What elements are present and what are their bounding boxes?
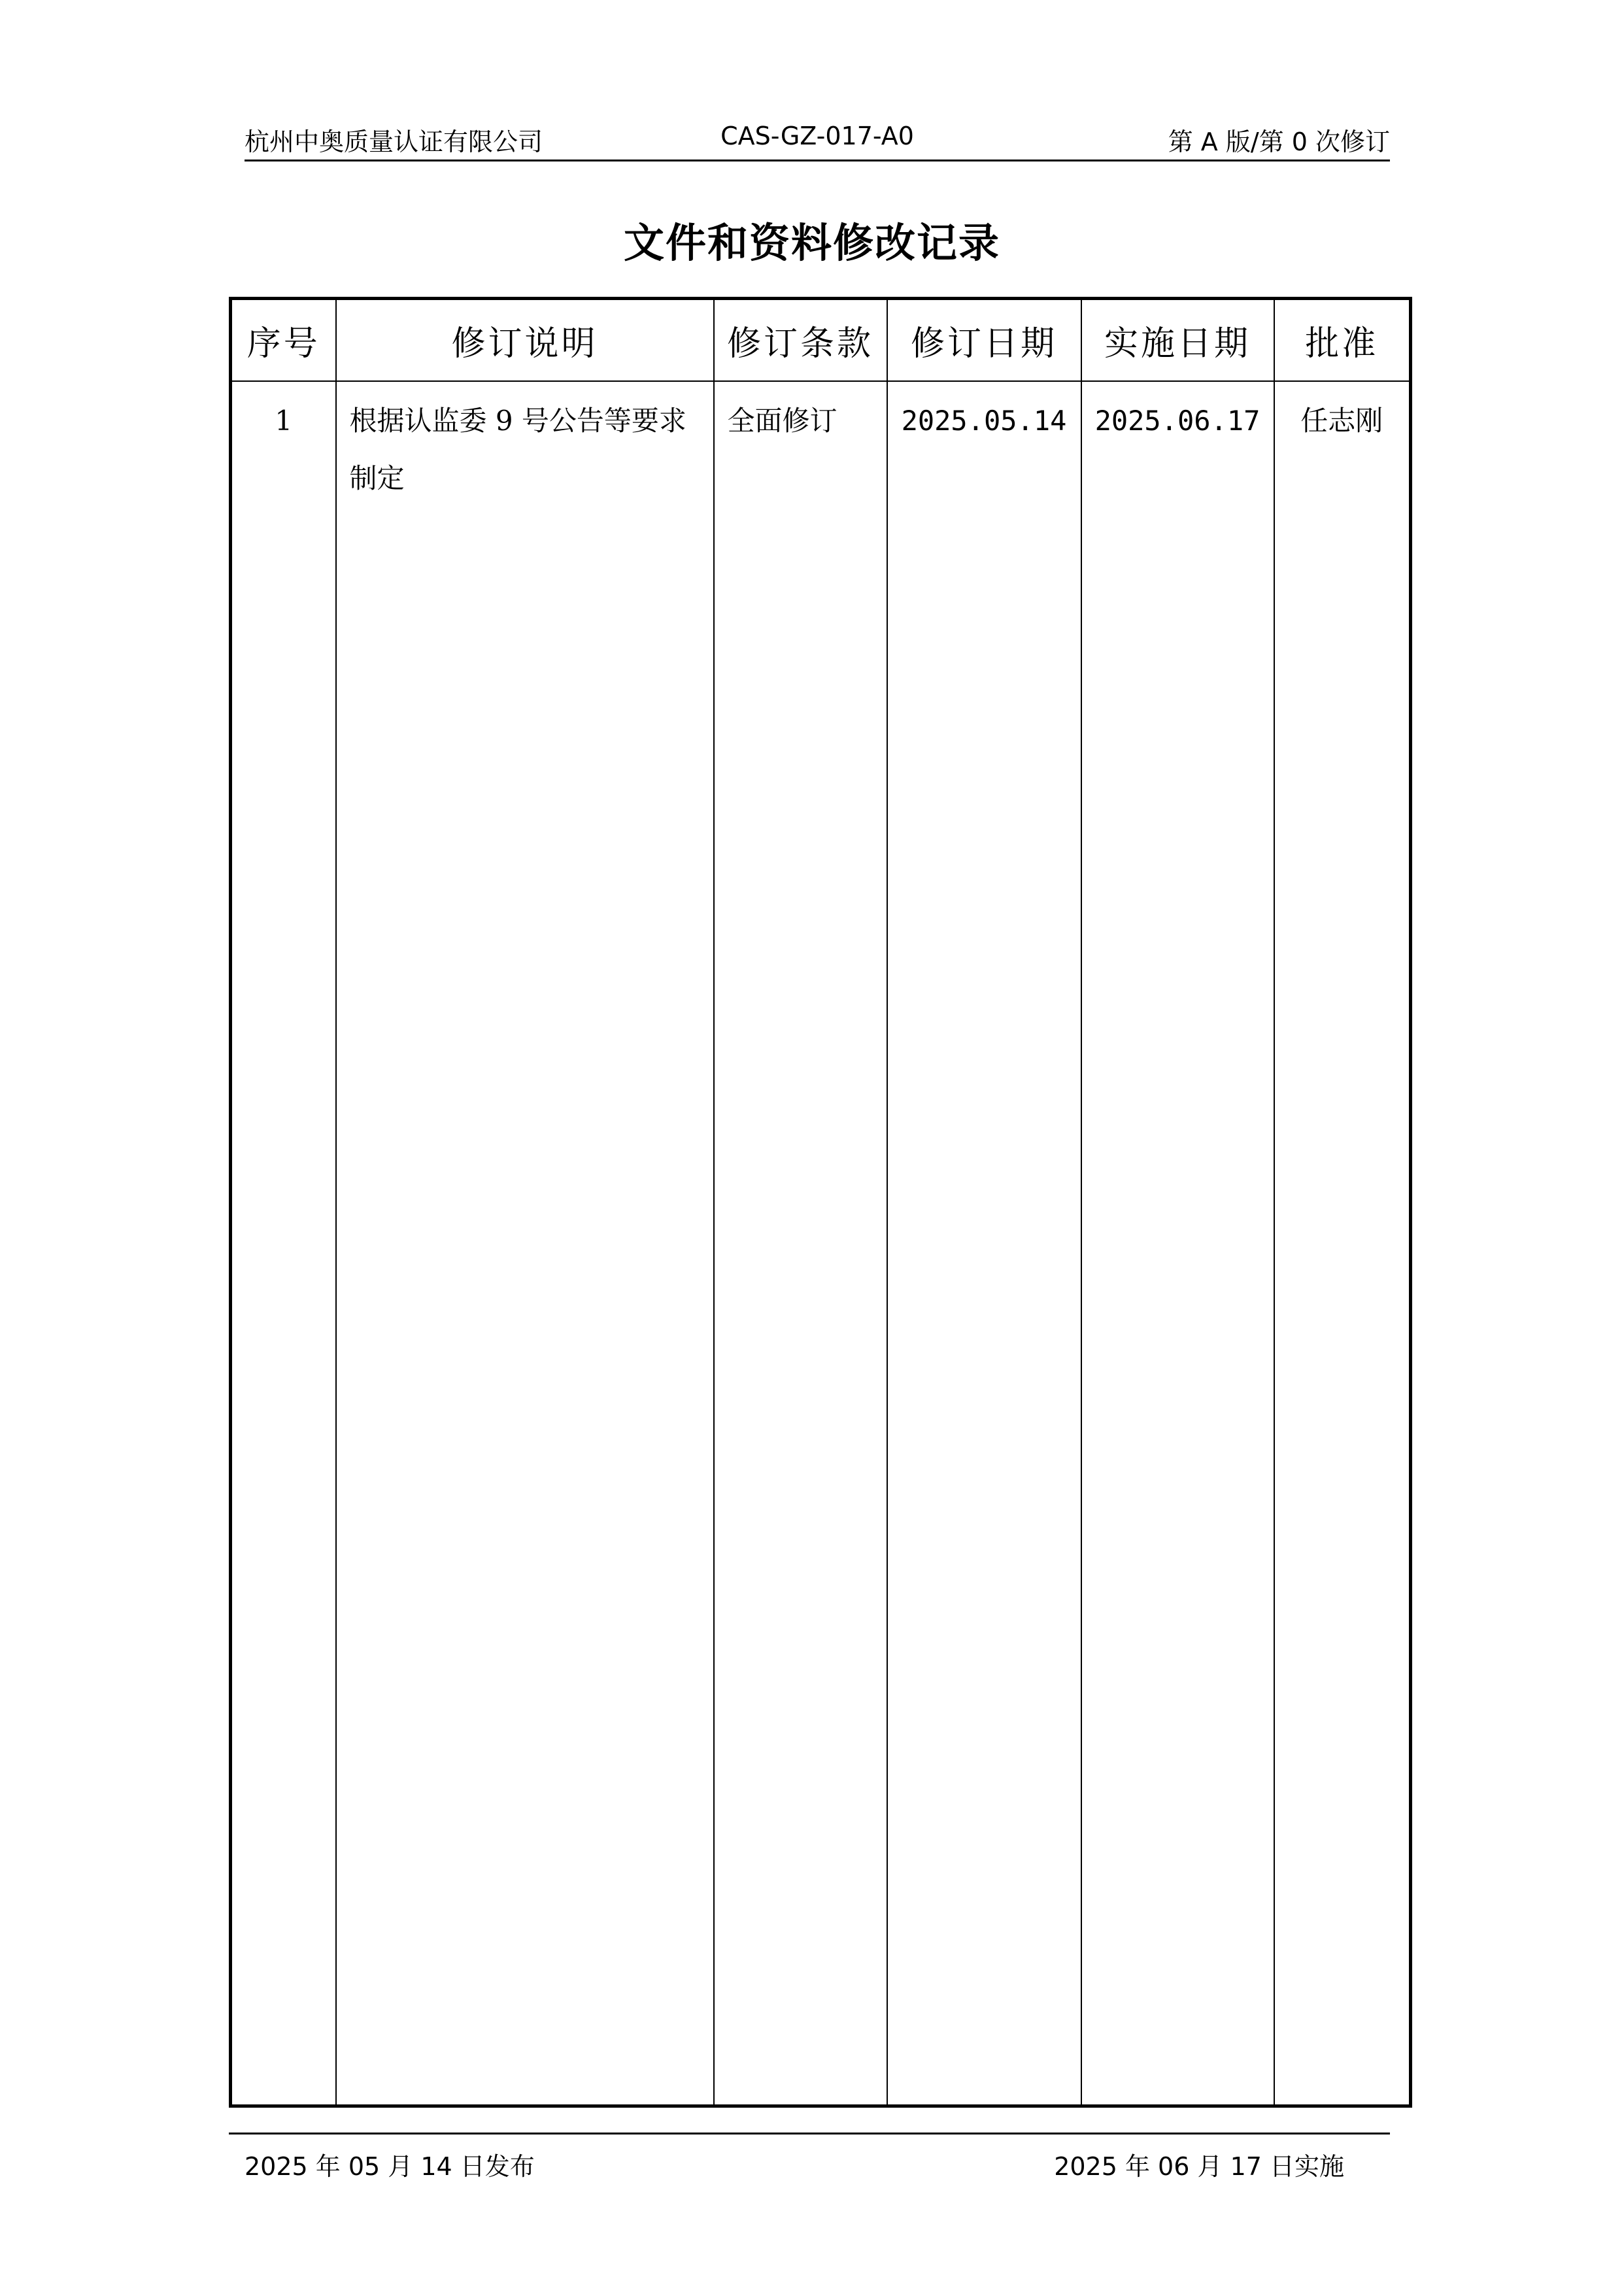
table-header-row	[231, 299, 1411, 381]
company-name: 杭州中奥质量认证有限公司	[245, 127, 543, 156]
revision-info: 第 A 版/第 0 次修订	[1168, 127, 1390, 156]
cell-seq: 1	[231, 381, 336, 2106]
page-title: 文件和资料修改记录	[623, 219, 1000, 267]
document-code: CAS-GZ-017-A0	[720, 122, 914, 150]
revision-record-table	[229, 297, 1412, 2108]
page-footer	[229, 2133, 1390, 2187]
table-row	[231, 381, 1411, 2106]
cell-effective-date: 2025.06.17	[1081, 381, 1274, 2106]
page-header	[245, 116, 1390, 161]
column-header-revision-date: 修订日期	[887, 299, 1081, 381]
column-header-seq: 序号	[231, 299, 336, 381]
cell-clause: 全面修订	[714, 381, 887, 2106]
implement-date: 2025 年 06 月 17 日实施	[1054, 2152, 1344, 2181]
publish-date: 2025 年 05 月 14 日发布	[245, 2152, 535, 2181]
column-header-clause: 修订条款	[714, 299, 887, 381]
column-header-effective-date: 实施日期	[1081, 299, 1274, 381]
cell-revision-date: 2025.05.14	[887, 381, 1081, 2106]
column-header-approver: 批准	[1274, 299, 1411, 381]
column-header-description: 修订说明	[336, 299, 714, 381]
cell-approver: 任志刚	[1274, 381, 1411, 2106]
cell-description: 根据认监委 9 号公告等要求制定	[336, 381, 714, 2106]
